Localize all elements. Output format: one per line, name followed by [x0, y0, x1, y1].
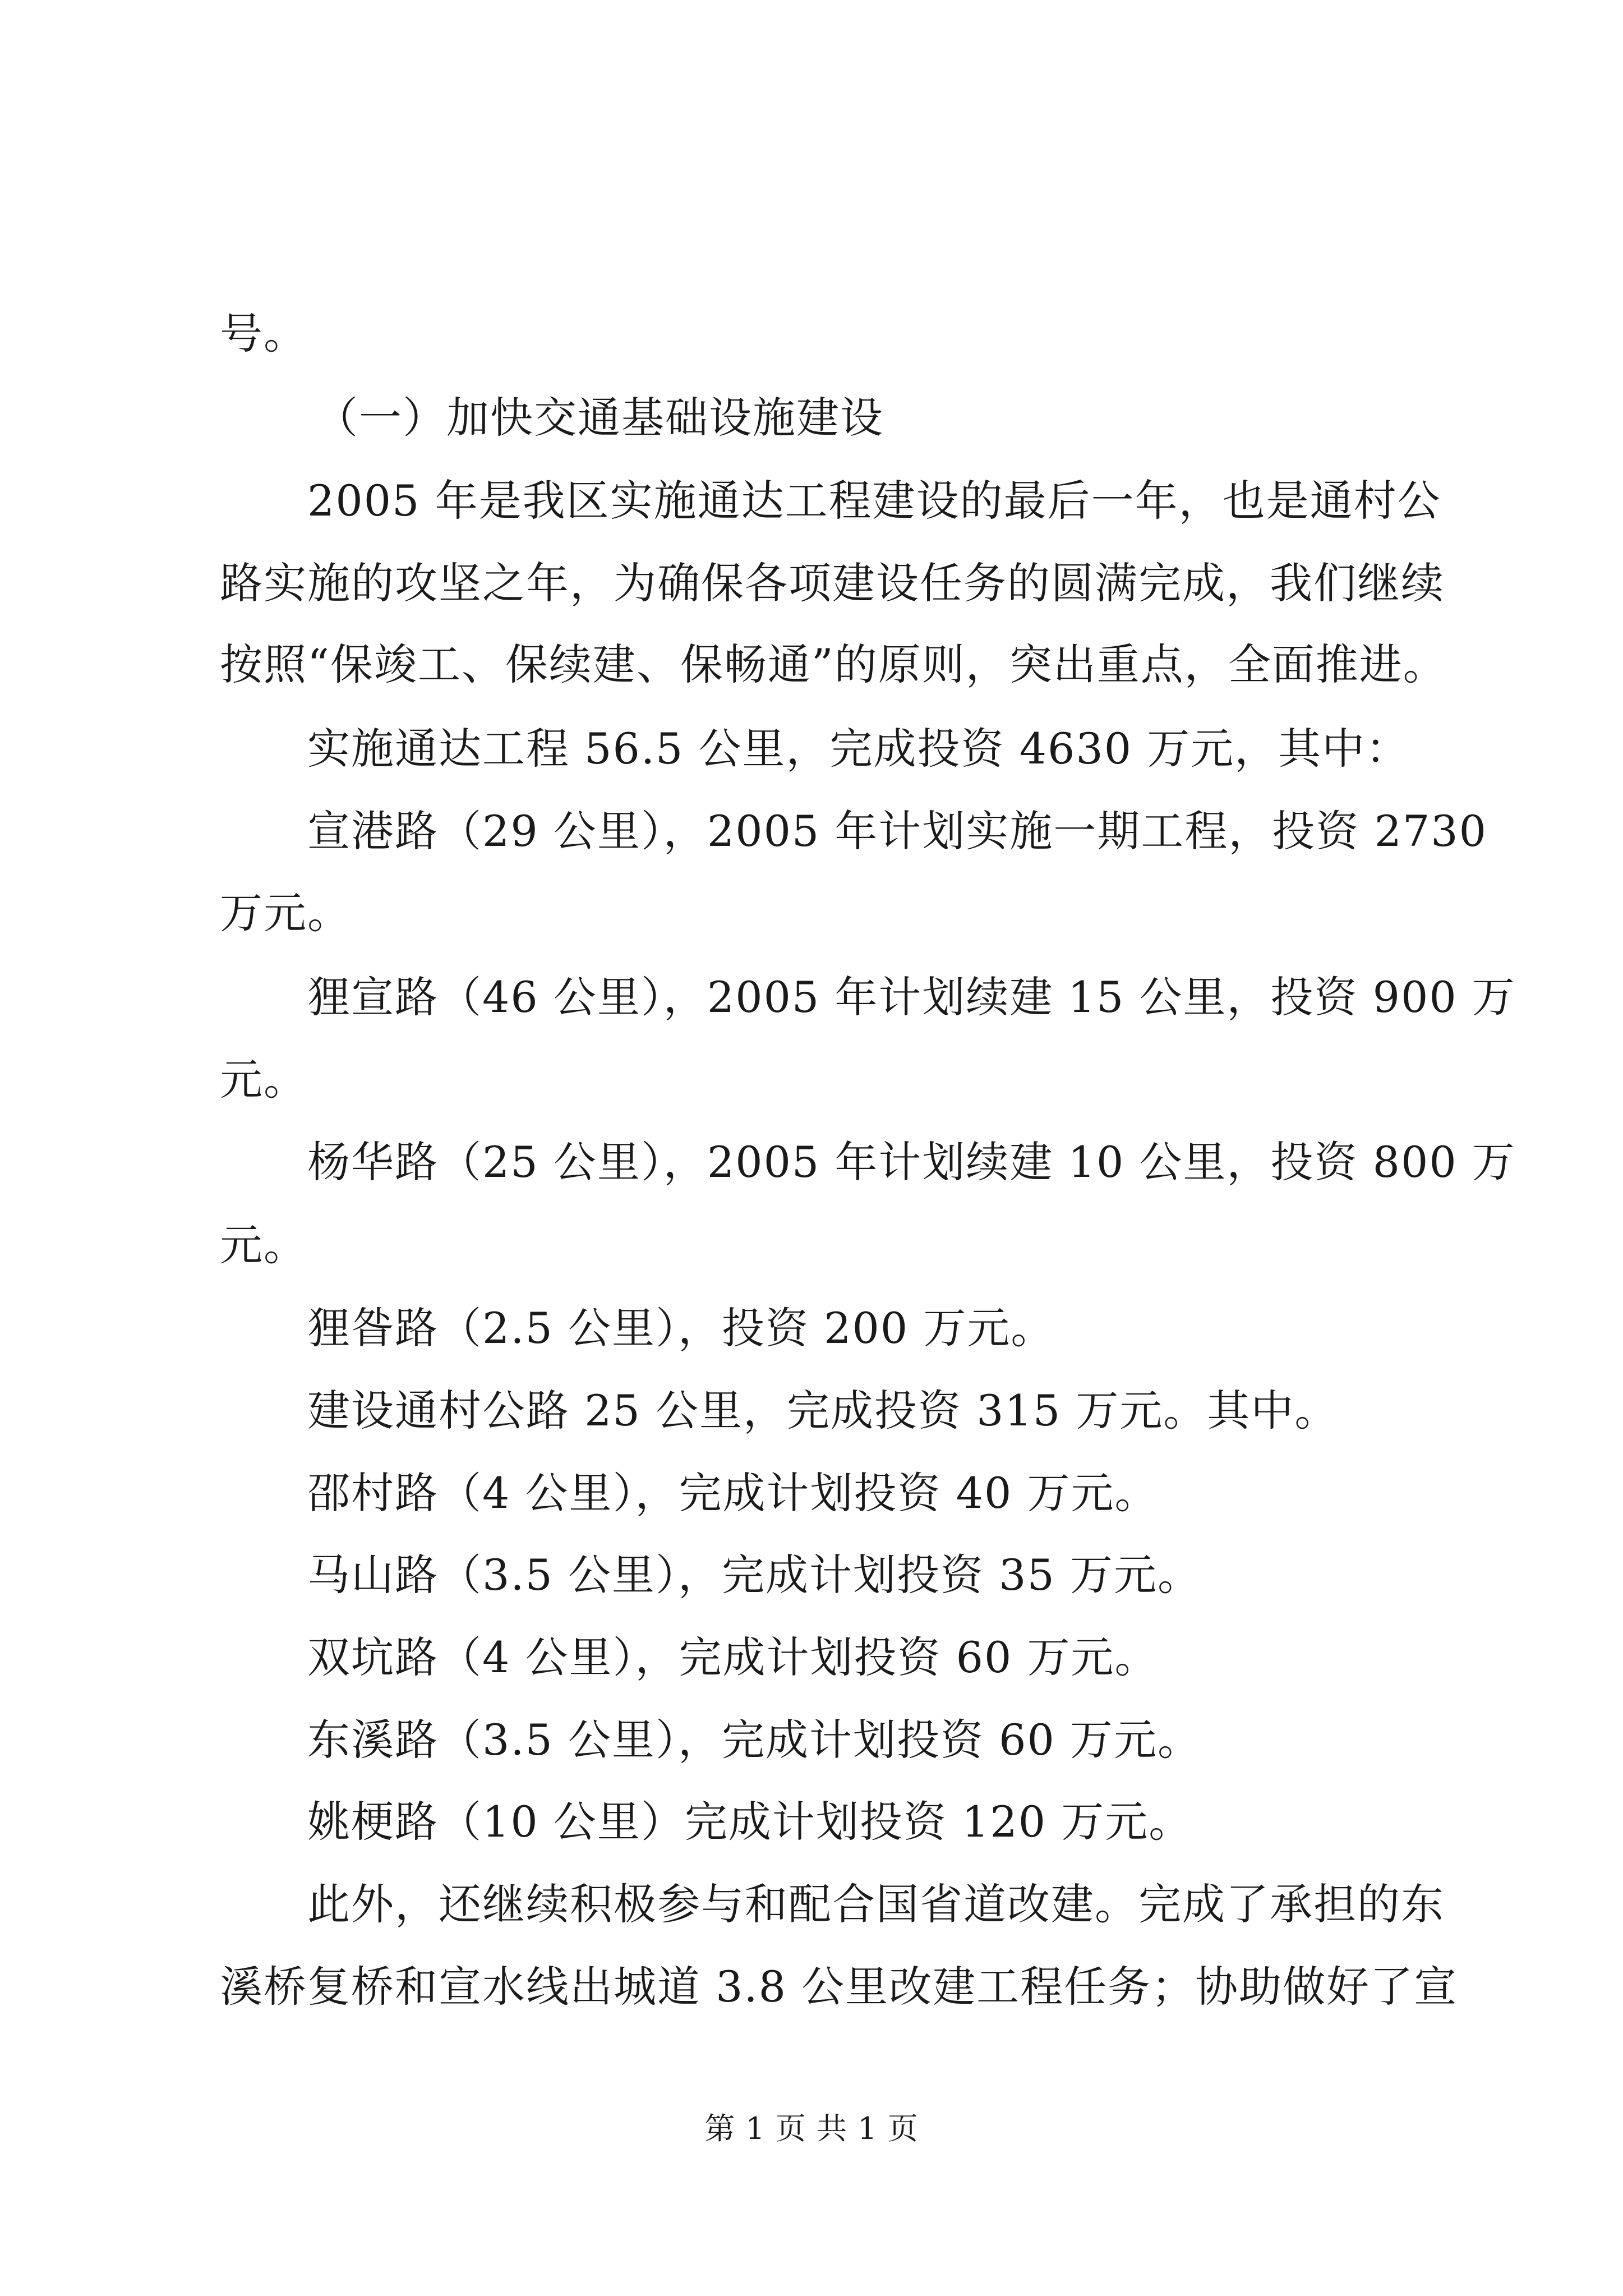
text-line: 2005 年是我区实施通达工程建设的最后一年，也是通村公 — [307, 476, 1441, 526]
text-line: 实施通达工程 56.5 公里，完成投资 4630 万元，其中： — [307, 724, 1410, 774]
text-line: 路实施的攻坚之年，为确保各项建设任务的圆满完成，我们继续 — [220, 558, 1445, 608]
text-line: 马山路（3.5 公里），完成计划投资 35 万元。 — [307, 1550, 1202, 1600]
text-line: 狸昝路（2.5 公里），投资 200 万元。 — [307, 1303, 1055, 1353]
text-line: 姚梗路（10 公里）完成计划投资 120 万元。 — [307, 1797, 1193, 1847]
text-line: 号。 — [220, 309, 307, 358]
text-line: 建设通村公路 25 公里，完成投资 315 万元。其中。 — [307, 1386, 1339, 1435]
text-line: 溪桥复桥和宣水线出城道 3.8 公里改建工程任务；协助做好了宣 — [220, 1962, 1458, 2012]
text-line: 万元。 — [220, 888, 351, 938]
text-line: 东溪路（3.5 公里），完成计划投资 60 万元。 — [307, 1715, 1202, 1765]
text-line: 双坑路（4 公里），完成计划投资 60 万元。 — [307, 1632, 1159, 1682]
text-line: 元。 — [220, 1055, 307, 1105]
text-line: 按照“保竣工、保续建、保畅通”的原则，突出重点，全面推进。 — [220, 639, 1447, 689]
section-heading: （一）加快交通基础设施建设 — [315, 393, 884, 443]
text-line: 元。 — [220, 1220, 307, 1270]
text-line: 宣港路（29 公里），2005 年计划实施一期工程，投资 2730 — [307, 806, 1488, 856]
text-line: 杨华路（25 公里），2005 年计划续建 10 公里，投资 800 万 — [307, 1137, 1516, 1187]
text-line: 此外，还继续积极参与和配合国省道改建。完成了承担的东 — [307, 1879, 1445, 1929]
text-line: 狸宣路（46 公里），2005 年计划续建 15 公里，投资 900 万 — [307, 972, 1516, 1022]
page-footer: 第 1 页 共 1 页 — [704, 2111, 919, 2146]
text-line: 邵村路（4 公里），完成计划投资 40 万元。 — [307, 1468, 1159, 1518]
